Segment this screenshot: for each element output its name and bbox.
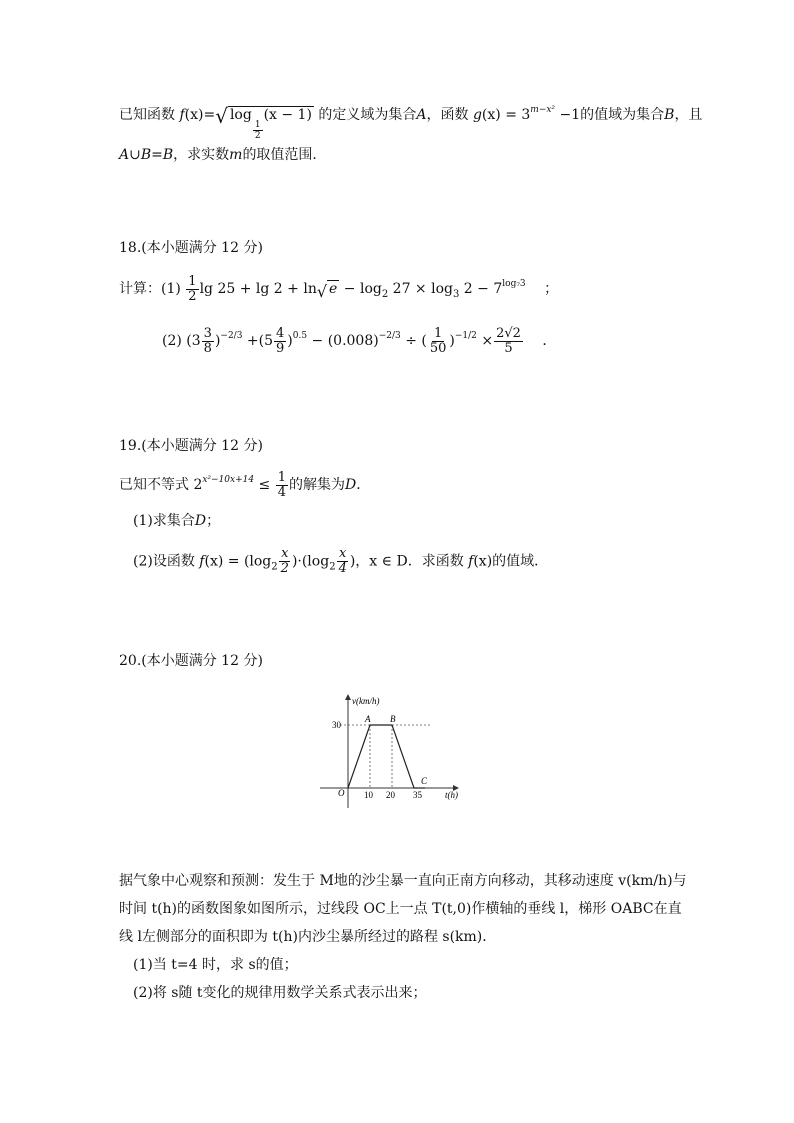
q19-text: ． <box>356 477 371 493</box>
q18-exp4: −1/2 <box>454 331 477 341</box>
q17-log-base <box>253 120 263 141</box>
q20-para-line3: 线 l左侧部分的面积即为 t(h)内沙尘暴所经过的路程 s(km)． <box>119 929 497 945</box>
q18-frac3-den: 50 <box>429 340 447 356</box>
q19-sub1-d: D <box>194 513 207 529</box>
q17-set-b: B <box>664 107 675 123</box>
q17-var-m: m <box>229 147 243 163</box>
q18-frac4 <box>494 327 523 356</box>
q18-p1-sqrte: e <box>329 281 338 297</box>
q18-frac3 <box>428 327 449 356</box>
q17-log: log <box>229 107 252 123</box>
sqrt-symbol: √ <box>215 104 228 128</box>
q18-half <box>186 275 198 304</box>
q19-le: ≤ <box>254 477 275 493</box>
q17-text: ，且 <box>674 107 703 123</box>
q18-heading: 18.(本小题满分 12 分) <box>119 240 263 256</box>
q18-exp2: 0.5 <box>292 331 308 341</box>
q19-sub2-frac2-num: x <box>339 546 347 561</box>
q18-frac1-num: 3 <box>203 325 212 341</box>
q18-p1-a: lg 25 + lg 2 + ln <box>199 281 317 297</box>
q17-g: g <box>472 107 482 123</box>
q19-text: 的解集为 <box>289 477 346 493</box>
q18-p1-b-sub: 2 <box>381 289 389 300</box>
q17-text: ，求实数 <box>173 147 230 163</box>
q17-line1 <box>119 100 702 141</box>
q18-frac4-num: 2√2 <box>496 325 521 341</box>
q17-text: 已知函数 <box>119 107 175 123</box>
q19-frac-den: 4 <box>277 484 287 500</box>
x-tick-10: 10 <box>364 790 373 800</box>
q18-frac1-den: 8 <box>203 340 212 356</box>
sqrt-symbol: √ <box>316 282 328 301</box>
q18-calc-label: 计算：(1) <box>119 281 181 297</box>
q19-sub2-frac1-den: 2 <box>280 561 289 576</box>
trapezoid-oabc <box>348 725 425 788</box>
q18-exp1: −2/3 <box>220 331 243 341</box>
q18-frac3-num: 1 <box>433 325 443 341</box>
q19-sub2-frac2-den: 4 <box>338 561 347 576</box>
q19-sub2-sub2: 2 <box>329 561 336 573</box>
q18-frac1 <box>202 327 214 356</box>
q19-sub2-f: f <box>199 553 205 570</box>
q19-exp: x²−10x+14 <box>202 475 255 485</box>
q18-p2-a: +(5 <box>242 333 273 349</box>
q17-text: 的值域为集合 <box>580 107 665 123</box>
origin-label: O <box>338 788 345 798</box>
q17-text: 的取值范围． <box>242 147 327 163</box>
q17-f: f <box>179 107 185 123</box>
q17-cond: A∪B=B <box>119 147 174 163</box>
q18-frac2-num: 4 <box>276 325 285 341</box>
q18-frac2 <box>274 327 286 356</box>
q17-g-expr: (x) = 3 <box>481 107 531 123</box>
q17-line2 <box>119 145 326 165</box>
q17-base-den: 2 <box>254 131 261 141</box>
q19-sub1 <box>133 511 220 531</box>
q19-sub1-end: ； <box>206 513 221 529</box>
q18-half-den: 2 <box>188 288 197 304</box>
q19-sub2-eq: = (log <box>223 553 272 570</box>
q17-text: ，函数 <box>426 107 469 123</box>
q18-p2-b: − (0.008) <box>307 333 379 349</box>
q19-sub2-end: 的值域． <box>492 553 549 570</box>
velocity-graph <box>310 690 460 810</box>
q18-p1-d: 2 − 7 <box>459 281 503 297</box>
q20-heading: 20.(本小题满分 12 分) <box>119 653 263 669</box>
q18-exp3: −2/3 <box>378 331 401 341</box>
q17-log-arg: (x − 1) <box>263 107 312 123</box>
q19-sub2-frac1 <box>279 547 291 576</box>
q19-sub2 <box>133 547 548 578</box>
q18-half-num: 1 <box>188 273 197 289</box>
q18-p2-label: (2) (3 <box>162 333 201 349</box>
x-tick-35: 35 <box>413 790 422 800</box>
x-axis-label: t(h) <box>445 790 458 800</box>
q18-frac4-den: 5 <box>504 340 513 356</box>
q18-p2-end: ． <box>542 333 557 349</box>
q17-text: 的定义域为集合 <box>318 107 417 123</box>
x-tick-20: 20 <box>386 790 395 800</box>
y-tick-30: 30 <box>332 720 341 730</box>
q17-sqrt <box>228 106 314 141</box>
q19-sub2-frac2 <box>337 547 349 576</box>
q19-sub2-x-b: (x) <box>473 553 493 570</box>
q17-set-a: A <box>416 107 427 123</box>
q17-g-tail: −1 <box>555 107 581 123</box>
q19-sub2-sub1: 2 <box>271 561 278 573</box>
q18-p1-d-sup: log₇3 <box>502 279 526 289</box>
q18-p2-d: × <box>476 333 494 349</box>
q19-heading: 19.(本小题满分 12 分) <box>119 438 263 454</box>
point-c-label: C <box>421 776 428 786</box>
q18-part2: (2) (3 $\frac{3}{8}$ )$^{-2/3}$ +(5 $\frac{4}{9}$ )$^{0.5} - (0.008)^{-2/3}$ ÷ ( $\frac{1}{50}$ )$^{-1/2}$ × $\frac{2√2}{5}$ ． <box>162 325 557 356</box>
q18-part1 <box>119 274 558 305</box>
y-axis-arrow <box>345 694 351 700</box>
q19-frac <box>276 471 288 500</box>
q19-sub2-mid: )·(log <box>291 553 330 570</box>
q17-g-exp: m−x² <box>530 105 556 115</box>
q18-p1-c-sub: 3 <box>452 289 460 300</box>
q20-sub2: (2)将 s随 t变化的规律用数学关系式表示出来； <box>133 985 427 1001</box>
q20-para-line1: 据气象中心观察和预测：发生于 M地的沙尘暴一直向正南方向移动，其移动速度 v(km/h)与 <box>119 873 687 889</box>
q18-p1-b: − log <box>339 281 382 297</box>
q19-sub1-text: (1)求集合 <box>133 513 195 529</box>
q19-sub2-pre: (2)设函数 <box>133 553 195 570</box>
q17-base-num: 1 <box>254 120 261 130</box>
q18-frac2-den: 9 <box>276 340 285 356</box>
q18-p1-c: 27 × log <box>388 281 453 297</box>
q19-frac-num: 1 <box>277 469 287 485</box>
q18-p2-c: ÷ ( <box>400 333 427 349</box>
q18-p1-end: ； <box>544 281 559 297</box>
q19-text: 已知不等式 2 <box>119 477 203 493</box>
q20-para-line2: 时间 t(h)的函数图象如图所示，过线段 OC上一点 T(t,0)作横轴的垂线 l，梯形 OABC在直 <box>119 901 682 917</box>
y-axis-label: v(km/h) <box>352 696 380 706</box>
q19-sub2-frac1-num: x <box>281 546 289 561</box>
q19-sub2-x: (x) <box>204 553 224 570</box>
q19-set-d: D <box>345 477 357 493</box>
q17-xparen: (x)= <box>184 107 216 123</box>
point-a-label: A <box>365 714 371 724</box>
point-b-label: B <box>390 714 396 724</box>
q19-sub2-f-b: f <box>468 553 474 570</box>
q19-sub2-cond: )，x ∈ D．求函数 <box>349 553 464 570</box>
q20-sub1: (1)当 t=4 时，求 s的值； <box>133 957 298 973</box>
q19-line1 <box>119 470 370 500</box>
